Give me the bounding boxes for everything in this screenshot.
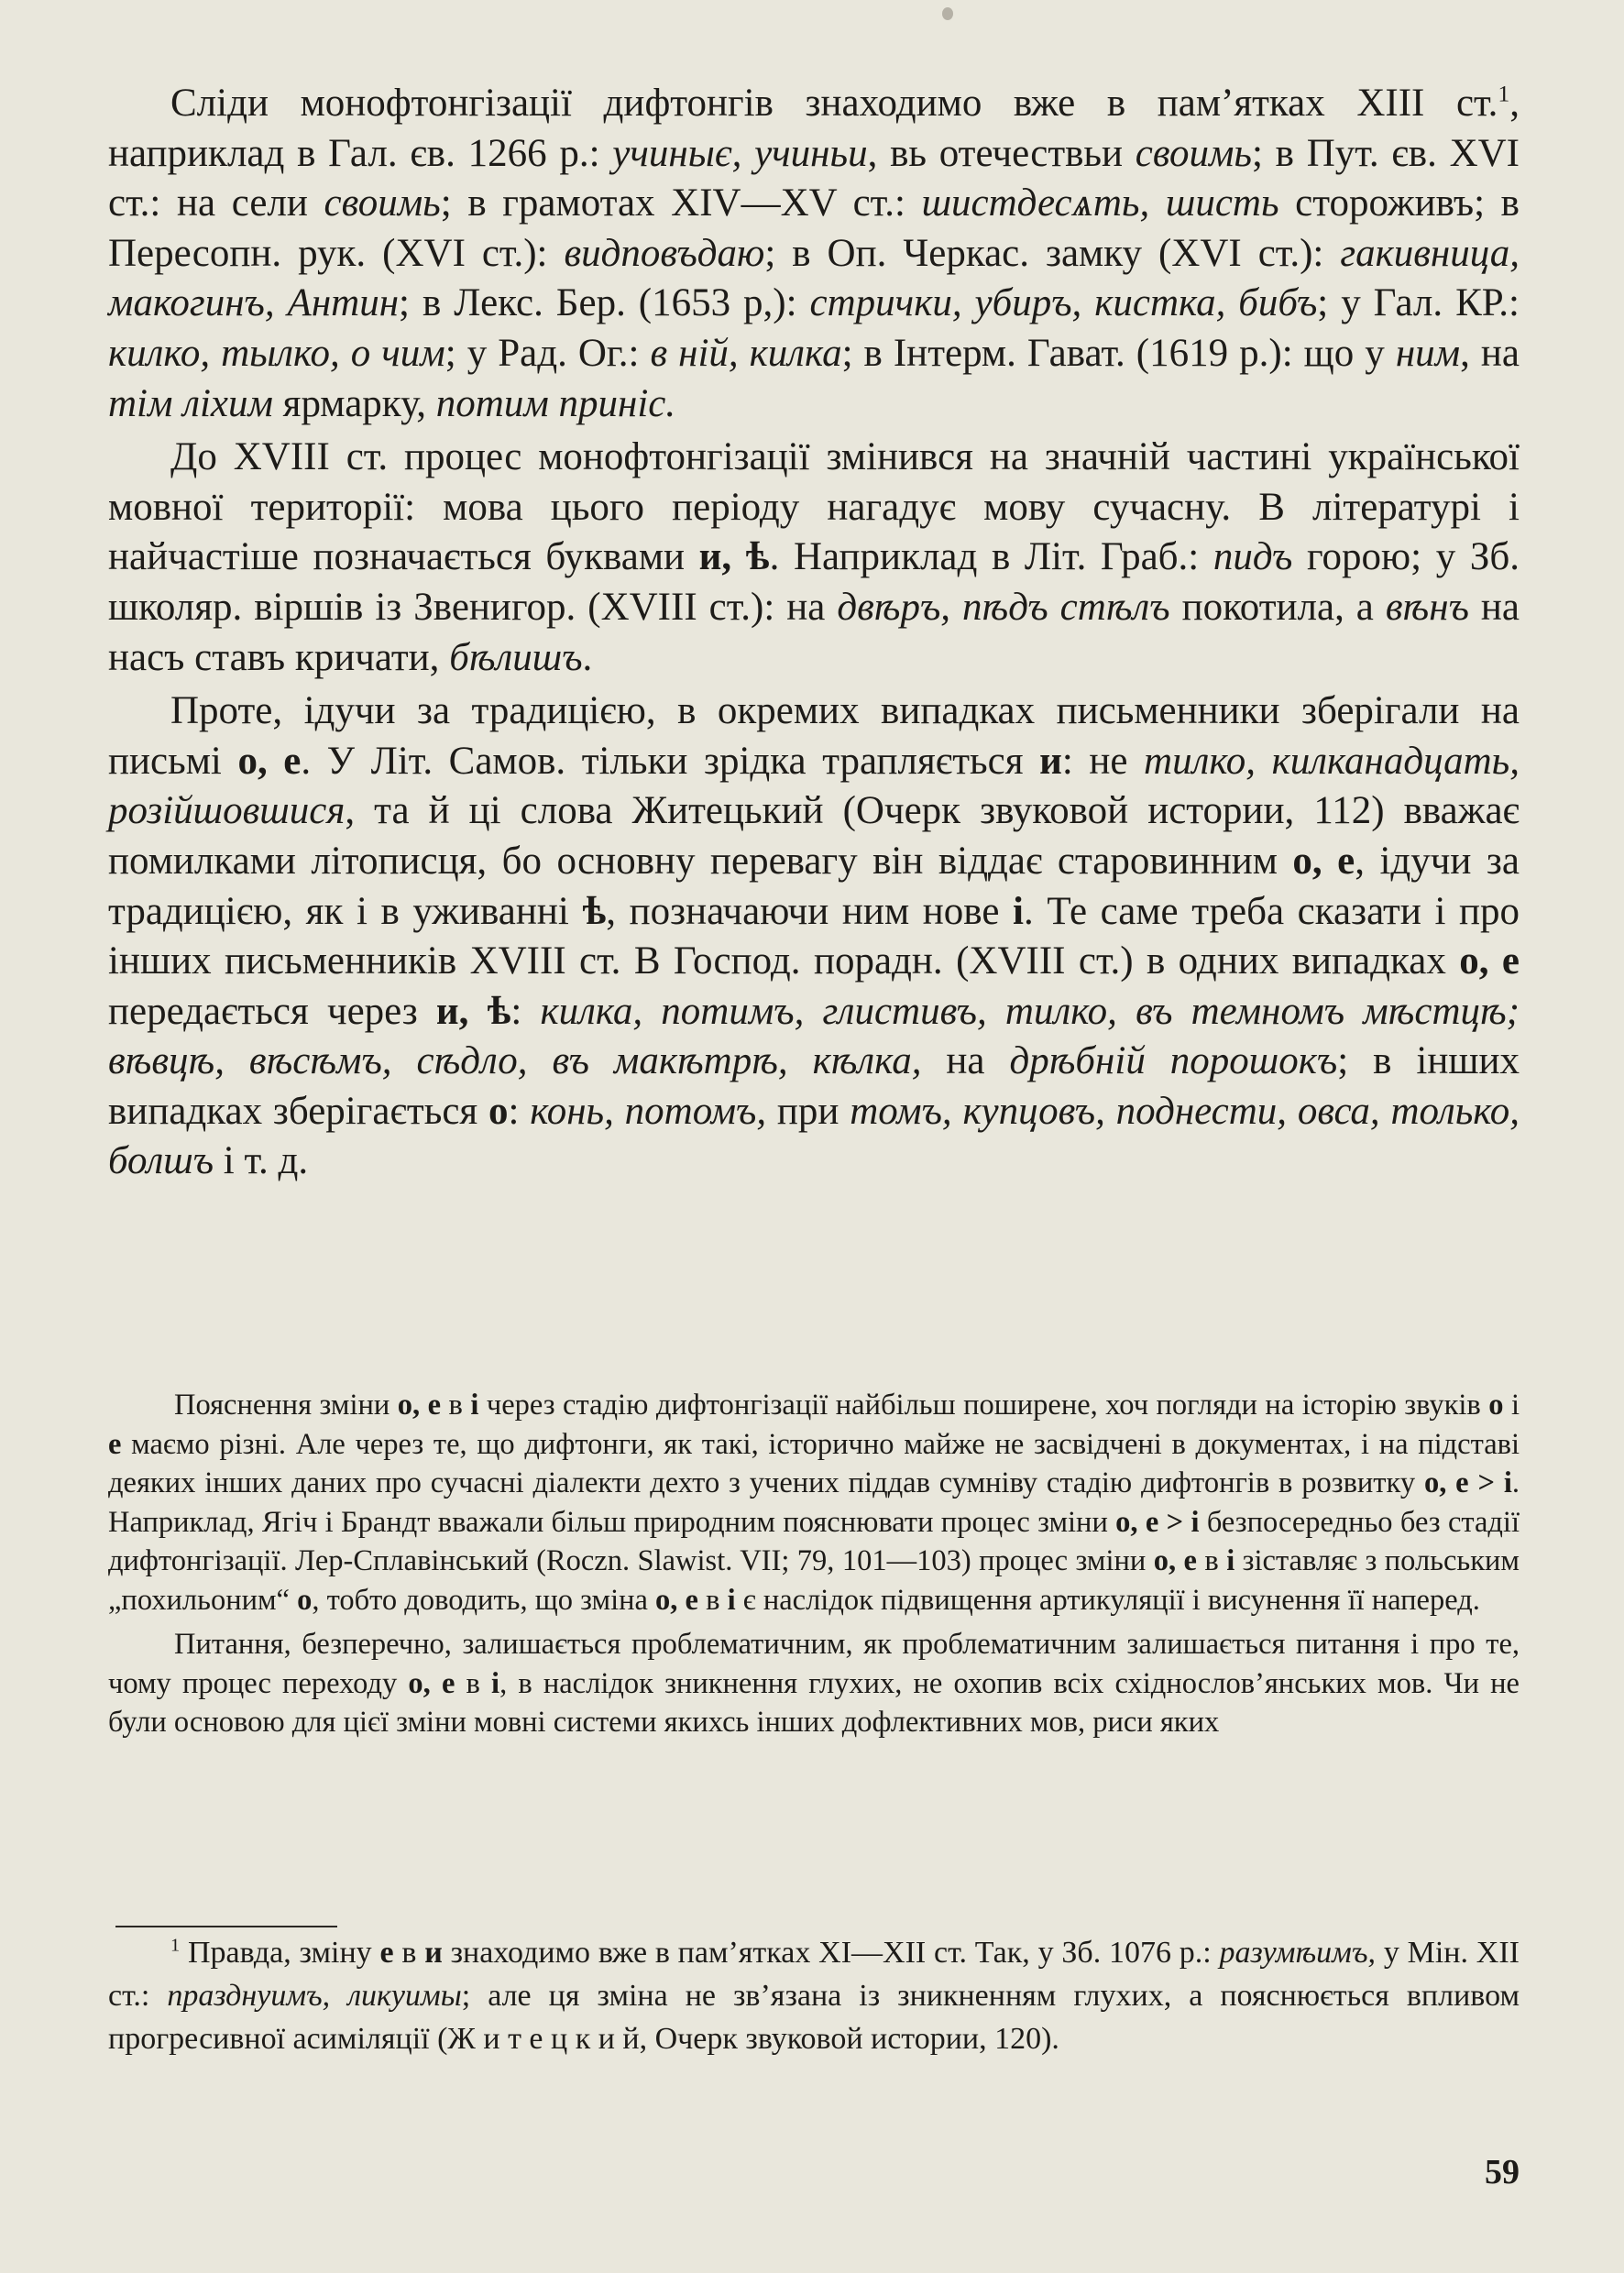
italic-run: стрички, убиръ, кистка, бибъ [809,281,1318,325]
text-run: , в наслідок зникнення глухих, не охопив всіх східнослов’янських мов. Чи не були основою для цієї зміни мовні системи якихсь інших дофлективних мов, риси яких [108,1666,1520,1739]
text-run: ярмарку, [272,381,436,425]
text-run: через стадію дифтонгізації найбільш поширене, хоч погляди на історію звуків [478,1389,1489,1422]
italic-run: двѣръ, пѣдъ стѣлъ [837,585,1170,629]
note-block [108,1386,1520,1748]
text-run: , та й ці слова Житецький (Очерк звуковой истории, 112) вважає помилками літописця, бо основну перевагу він віддає старовинним [108,789,1520,883]
bold-run: и, ѣ [698,535,770,579]
bold-run: і [727,1583,736,1617]
text-run: , наприклад в Гал. єв. 1266 р.: [108,82,1520,175]
italic-run: дрѣбній порошокъ [1009,1039,1338,1083]
text-run: До XVIII ст. процес монофтонгізації змінився на значній частині української мовної території: мова цього періоду нагадує мову сучасну. В літературі і найчастіше позначається буквами [108,435,1520,579]
italic-run: тилко, килканадцать, розійшовшися [108,739,1520,833]
text-run: ; але ця зміна не зв’язана із зникненням глухих, а пояснюється впливом прогресивної асиміляції (Ж и т е ц к и й, Очерк звуковой истории, 120). [108,1979,1520,2056]
text-run: . У Літ. Самов. тільки зрідка трапляється [301,739,1040,783]
footnote [108,1931,1520,2060]
text-run: , на [1460,331,1520,375]
italic-run: килка, потимъ, глистивъ, тилко, въ темномъ мѣстцѣ; вѣвцѣ, вѣсѣмъ, сѣдло, въ макѣтрѣ, кѣлка, [108,989,1520,1083]
footnote-text [108,1931,1520,2060]
bold-run: і [491,1666,500,1700]
italic-run: учиныє, учиньи [612,131,868,175]
text-run: передається через [108,989,436,1033]
text-run: і [1503,1389,1520,1422]
bold-run: и [424,1936,443,1970]
footnote-marker: 1 [170,1935,181,1956]
footnote-marker: 1 [1498,80,1510,107]
text-run: в [393,1936,425,1970]
text-run: ; у Рад. Ог.: [444,331,651,375]
bold-run: о, е [1459,939,1520,983]
italic-run: вѣнъ [1385,585,1469,629]
text-run: знаходимо вже в пам’ятках XI—XII ст. Так, у Зб. 1076 р.: [442,1936,1220,1970]
italic-run: килко, тылко, о чим [108,331,445,375]
italic-run: видповъдаю [564,231,765,275]
text-run: ; у Гал. КР.: [1317,281,1520,325]
text-run: на насъ ставъ кричати, [108,585,1520,679]
bold-run: о, е [237,739,302,783]
text-run: горою; у Зб. школяр. віршів із Звенигор. (XVIII ст.): на [108,535,1520,629]
italic-run: разумѣимъ, [1219,1936,1377,1970]
text-run: при [766,1089,850,1133]
text-run: : [510,989,541,1033]
bold-run: о, е [1153,1544,1197,1577]
text-run: в [697,1583,728,1617]
text-run: , вь отечествьи [867,131,1136,175]
text-run: ; в грамотах XIV—XV ст.: [440,181,922,225]
text-run: і т. д. [214,1139,309,1183]
bold-run: о, е [397,1389,442,1422]
bold-run: о, е [408,1666,455,1700]
text-run: в [455,1666,492,1700]
italic-run: томъ, купцовъ, поднести, овса, только, болшъ [108,1089,1520,1183]
bold-run: о [297,1583,313,1617]
text-run: в [1196,1544,1227,1577]
italic-run: потим приніс. [435,381,676,425]
italic-run: бѣлишъ [449,635,583,679]
text-run: Пояснення зміни [174,1389,398,1422]
bold-run: о, е > і [1423,1466,1512,1499]
text-run: , ідучи за традицією, як і в уживанні [108,839,1520,933]
text-run: ; в Лекс. Бер. (1653 р,): [399,281,810,325]
page-number: 59 [1485,2153,1520,2191]
note-paragraph [108,1625,1520,1742]
text-run: в [441,1389,471,1422]
text-run: ; в Пут. єв. XVI ст.: на сели [108,131,1520,225]
text-run: . Наприклад в Літ. Граб.: [769,535,1213,579]
italic-run: конь, потомъ, [530,1089,767,1133]
italic-run: в ній, килка [650,331,842,375]
text-run: : [508,1089,531,1133]
text-run: маємо різні. Але через те, що дифтонги, як такі, історично майже не засвідчені в документах, і на підставі деяких інших даних про сучасні діалекти дехто з учених піддав сумніву стадію дифтонгів в розвитку [108,1427,1520,1499]
paragraph [108,686,1520,1187]
text-run: Правда, зміну [180,1936,380,1970]
italic-run: празднуимъ, ликуимы [167,1979,462,2013]
text-run: . Те саме треба сказати і про інших письменників XVIII ст. В Господ. порадн. (XVIII ст.) в одних випадках [108,889,1520,983]
note-paragraph [108,1386,1520,1620]
paragraph [108,79,1520,429]
bold-run: ѣ [582,889,607,933]
bold-run: е [108,1427,122,1461]
italic-run: ним [1395,331,1461,375]
text-run: безпосередньо без стадії дифтонгізації. Лер-Сплавінський (Roczn. Slawist. VII; 79, 101—103) процес зміни [108,1505,1520,1577]
text-run: : не [1061,739,1145,783]
bold-run: і [470,1389,479,1422]
italic-run: гакивница, макогинъ, Антин [108,231,1520,325]
italic-run: шистдесѧть, шисть [921,181,1279,225]
text-run: Питання, безперечно, залишається проблематичним, як проблематичним залишається питання і про те, чому процес переходу [108,1628,1520,1700]
text-run: ; в Інтерм. Гават. (1619 р.): що у [841,331,1396,375]
bold-run: і [1226,1544,1235,1577]
bold-run: о, е [1292,839,1355,883]
text-run: Проте, ідучи за традицією, в окремих випадках письменники зберігали на письмі [108,689,1520,783]
text-run: на [921,1039,1010,1083]
italic-run: тім ліхим [108,381,273,425]
text-run: , позначаючи ним нове [606,889,1014,933]
text-run: . Наприклад, Ягіч і Брандт вважали більш природним пояснювати процес зміни [108,1466,1520,1539]
bold-run: о, е > і [1115,1505,1200,1539]
bold-run: и [1039,739,1062,783]
bold-run: е [379,1936,394,1970]
text-run: зіставляє з польським „похильоним“ [108,1544,1520,1617]
text-run: покотила, а [1169,585,1386,629]
bold-run: о [488,1089,509,1133]
bold-run: о [1488,1389,1504,1422]
bold-run: и, ѣ [435,989,511,1033]
text-run: стороживъ; в Пересопн. рук. (XVI ст.): [108,181,1520,275]
bold-run: о, е [655,1583,698,1617]
footnote-rule [115,1926,337,1927]
italic-run: своимь [324,181,441,225]
text-run: Сліди монофтонгізації дифтонгів знаходимо вже в пам’ятках XIII ст. [170,82,1498,125]
text-run: . [582,635,593,679]
italic-run: пидъ [1213,535,1293,579]
text-run: , тобто доводить, що зміна [312,1583,656,1617]
text-run: ; в інших випадках зберігається [108,1039,1520,1133]
text-run: у Мін. XII ст.: [108,1936,1520,2013]
bold-run: і [1013,889,1024,933]
text-run: є наслідок підвищення артикуляції і висунення її наперед. [735,1583,1480,1617]
paragraph [108,433,1520,683]
text-run: ; в Оп. Черкас. замку (XVI ст.): [764,231,1341,275]
main-text [108,79,1520,1191]
italic-run: своимь [1135,131,1252,175]
ink-speck [942,7,953,20]
